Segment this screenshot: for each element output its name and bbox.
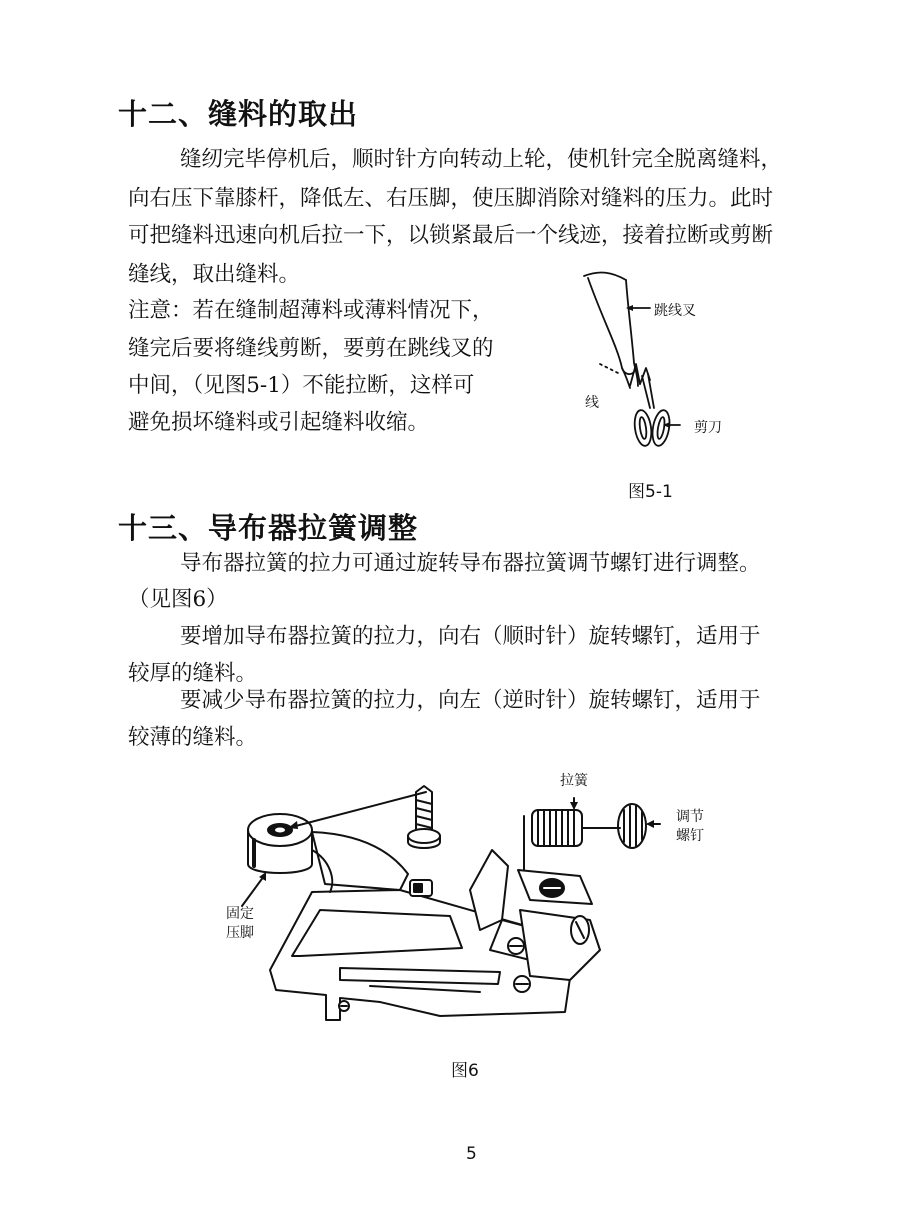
section-12-heading: 十二、缝料的取出 [118,97,359,131]
section-13-line-6: 较薄的缝料。 [128,725,258,750]
figure-6-caption: 图6 [451,1061,479,1081]
section-13-line-3: 要增加导布器拉簧的拉力，向右（顺时针）旋转螺钉，适用于 [180,624,761,649]
label-fixed-foot-line-1: 固定 [226,906,254,922]
note-line-3: 中间，（见图5-1）不能拉断，这样可 [128,373,475,398]
label-fixed-foot-line-2: 压脚 [226,925,254,941]
figure-5-1-caption: 图5-1 [628,482,673,502]
label-thread: 线 [585,395,599,411]
section-12-line-1: 缝纫完毕停机后，顺时针方向转动上轮，使机针完全脱离缝料， [180,147,783,172]
figure-5-1-illustration [570,268,730,468]
label-adjust-screw-line-2: 螺钉 [676,828,704,844]
note-line-1: 注意：若在缝制超薄料或薄料情况下， [128,298,494,323]
figure-6-illustration [240,780,680,1040]
section-13-line-1: 导布器拉簧的拉力可通过旋转导布器拉簧调节螺钉进行调整。 [180,551,761,576]
section-12-line-2: 向右压下靠膝杆，降低左、右压脚，使压脚消除对缝料的压力。此时 [128,186,774,211]
section-13-line-2: （见图6） [128,587,228,612]
label-spring: 拉簧 [560,773,588,789]
note-line-4: 避免损坏缝料或引起缝料收缩。 [128,410,430,435]
section-13-line-5: 要减少导布器拉簧的拉力，向左（逆时针）旋转螺钉，适用于 [180,688,761,713]
label-looper-fork: 跳线叉 [654,303,696,319]
section-13-line-4: 较厚的缝料。 [128,661,258,686]
note-line-2: 缝完后要将缝线剪断，要剪在跳线叉的 [128,336,494,361]
section-12-line-3: 可把缝料迅速向机后拉一下，以锁紧最后一个线迹，接着拉断或剪断 [128,223,774,248]
section-13-heading: 十三、导布器拉簧调整 [118,511,419,545]
label-adjust-screw-line-1: 调节 [676,809,704,825]
label-scissors: 剪刀 [694,420,722,436]
page-number: 5 [466,1144,477,1164]
section-12-line-4: 缝线，取出缝料。 [128,262,301,287]
